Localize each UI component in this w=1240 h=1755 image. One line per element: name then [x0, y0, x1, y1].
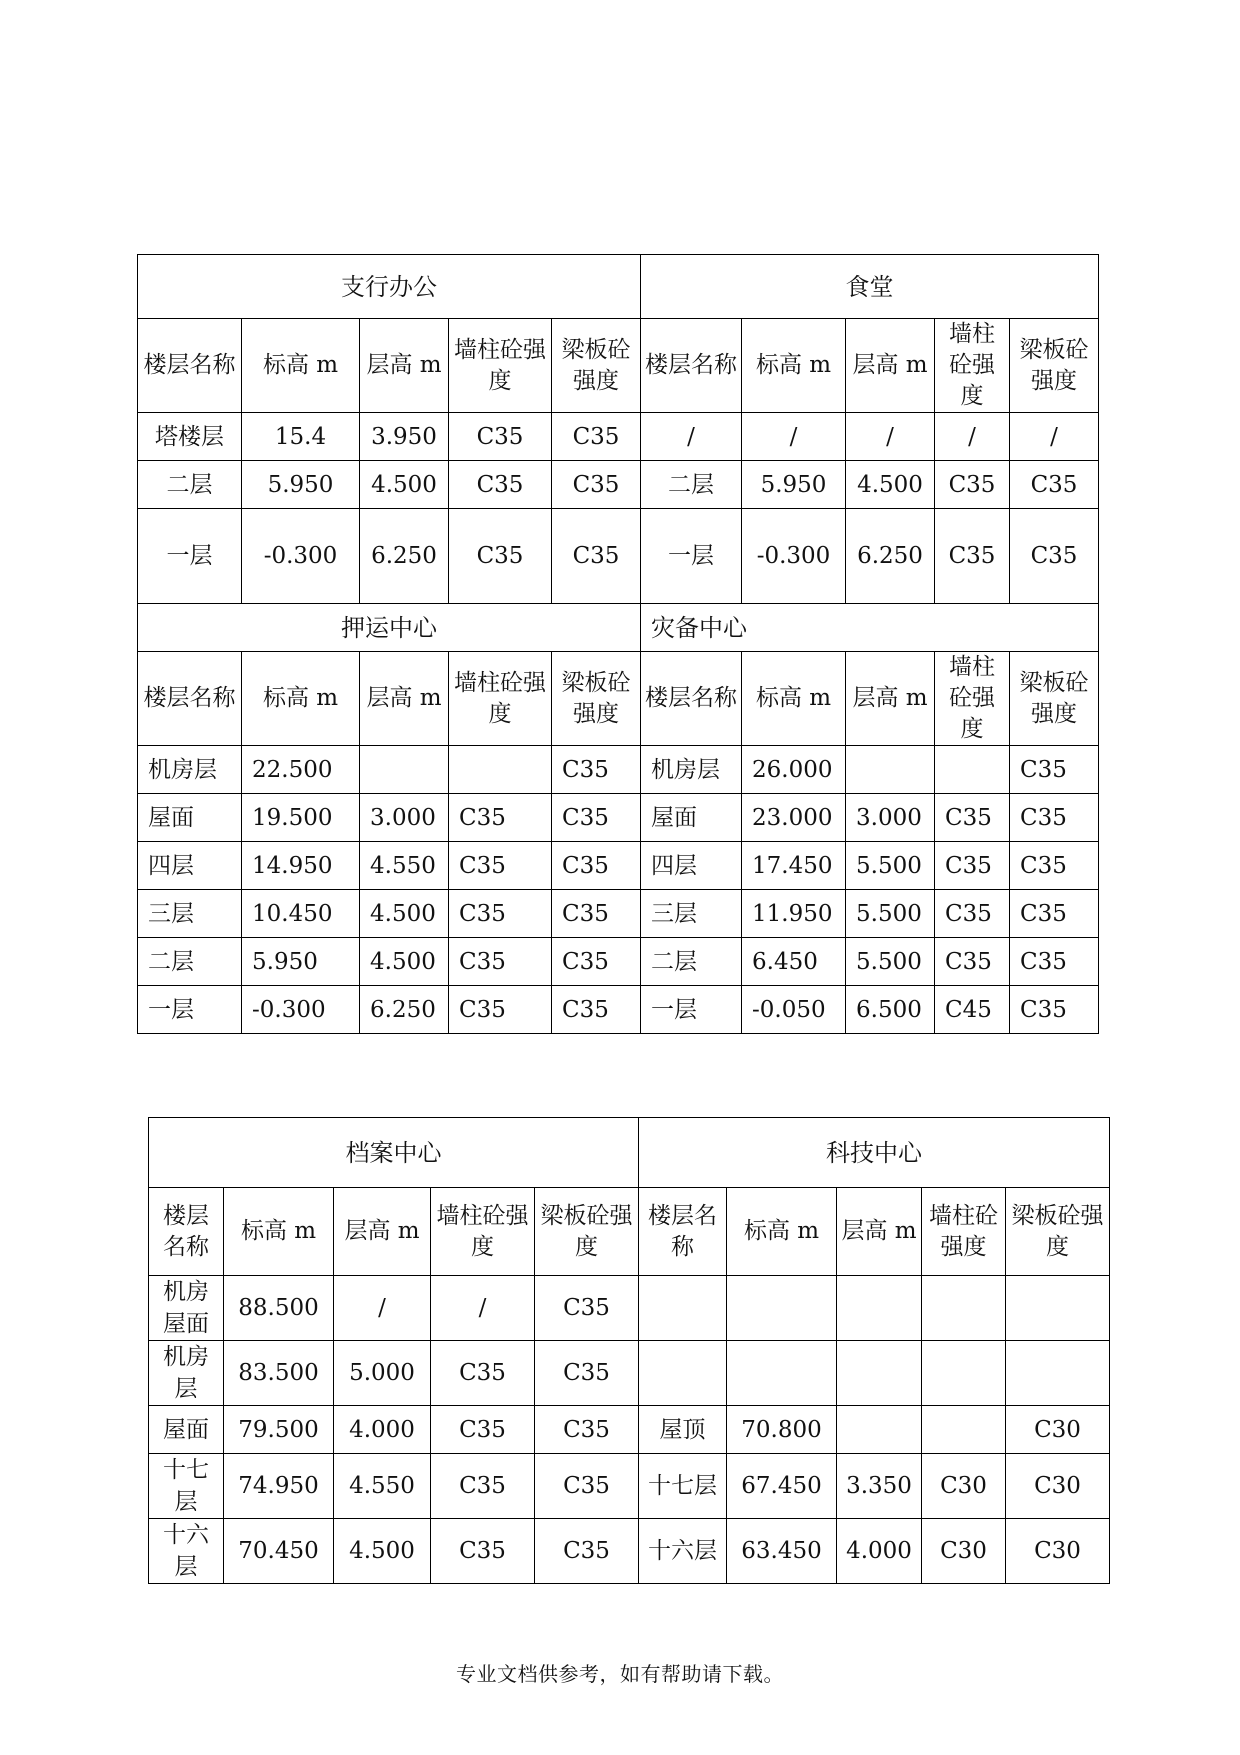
table-cell: C35	[935, 461, 1010, 509]
table-cell: 6.450	[742, 938, 846, 986]
table-cell	[846, 746, 935, 794]
table-cell: C30	[922, 1519, 1006, 1584]
table-cell: 23.000	[742, 794, 846, 842]
table-cell: 二层	[138, 461, 242, 509]
table-cell: 6.500	[846, 986, 935, 1034]
table-cell	[1006, 1276, 1110, 1341]
column-header: 楼层名称	[149, 1188, 224, 1276]
column-header: 楼层名称	[641, 652, 742, 746]
table-cell: 5.500	[846, 842, 935, 890]
table-cell: C30	[1006, 1406, 1110, 1454]
table-cell: C35	[1010, 890, 1099, 938]
table-cell: C35	[1010, 509, 1099, 604]
concrete-strength-table-top	[137, 254, 1099, 1034]
column-header: 墙柱砼强度	[431, 1188, 535, 1276]
table-row	[138, 938, 1099, 986]
table-cell: C35	[535, 1519, 639, 1584]
table-cell: 3.000	[846, 794, 935, 842]
table-cell: 一层	[138, 509, 242, 604]
table-row	[138, 413, 1099, 461]
table-cell: 塔楼层	[138, 413, 242, 461]
column-header: 墙柱砼强度	[922, 1188, 1006, 1276]
table-cell: C35	[552, 413, 641, 461]
table-cell: /	[431, 1276, 535, 1341]
table-cell	[837, 1276, 922, 1341]
column-header: 层高 m	[360, 319, 449, 413]
table-row	[138, 986, 1099, 1034]
table-cell: 十七层	[639, 1454, 727, 1519]
column-header: 标高 m	[242, 652, 360, 746]
table-cell: 83.500	[224, 1341, 334, 1406]
column-header: 梁板砼强度	[552, 319, 641, 413]
column-header: 梁板砼强度	[1010, 652, 1099, 746]
table-cell: C35	[431, 1406, 535, 1454]
table-cell: C35	[552, 509, 641, 604]
table-cell: C35	[449, 461, 552, 509]
table-cell: C35	[552, 842, 641, 890]
table-cell	[922, 1276, 1006, 1341]
table-cell: 19.500	[242, 794, 360, 842]
table-cell: 机房层	[641, 746, 742, 794]
table-cell: 5.950	[242, 938, 360, 986]
table-cell: 屋顶	[639, 1406, 727, 1454]
table-cell: 26.000	[742, 746, 846, 794]
table-cell: C35	[431, 1454, 535, 1519]
table-cell: 4.500	[360, 461, 449, 509]
table-cell: C35	[449, 986, 552, 1034]
table-cell: 3.000	[360, 794, 449, 842]
table-cell: 二层	[138, 938, 242, 986]
table-cell: 二层	[641, 938, 742, 986]
table-cell: C45	[935, 986, 1010, 1034]
table-cell: C35	[449, 413, 552, 461]
table-cell: 67.450	[727, 1454, 837, 1519]
column-header: 标高 m	[242, 319, 360, 413]
table-cell: C35	[1010, 461, 1099, 509]
table-cell: 四层	[138, 842, 242, 890]
table-cell: 4.500	[846, 461, 935, 509]
table-cell	[727, 1341, 837, 1406]
table-cell	[837, 1341, 922, 1406]
table-cell: C35	[935, 938, 1010, 986]
column-header: 梁板砼强度	[1010, 319, 1099, 413]
table-cell: 6.250	[846, 509, 935, 604]
column-header: 层高 m	[846, 652, 935, 746]
section-title: 档案中心	[149, 1118, 639, 1188]
table-cell: C35	[552, 461, 641, 509]
column-header: 梁板砼强度	[535, 1188, 639, 1276]
table-row	[149, 1406, 1110, 1454]
table-cell: 十七层	[149, 1454, 224, 1519]
table-cell: C35	[935, 890, 1010, 938]
column-header-row	[138, 319, 1099, 413]
table-cell: 5.500	[846, 938, 935, 986]
table-cell: 二层	[641, 461, 742, 509]
table-cell: 4.000	[837, 1519, 922, 1584]
table-cell	[1006, 1341, 1110, 1406]
table-cell: C35	[552, 986, 641, 1034]
column-header: 层高 m	[334, 1188, 431, 1276]
column-header: 标高 m	[224, 1188, 334, 1276]
table-cell: /	[742, 413, 846, 461]
table-cell: 屋面	[138, 794, 242, 842]
table-cell: C35	[1010, 794, 1099, 842]
table-cell: 63.450	[727, 1519, 837, 1584]
table-cell: C35	[552, 746, 641, 794]
table-cell	[639, 1341, 727, 1406]
table-cell	[935, 746, 1010, 794]
table-cell: 17.450	[742, 842, 846, 890]
column-header: 墙柱砼强度	[935, 319, 1010, 413]
table-cell: C30	[1006, 1454, 1110, 1519]
table-cell: 11.950	[742, 890, 846, 938]
column-header-row	[149, 1188, 1110, 1276]
table-row	[149, 1341, 1110, 1406]
concrete-strength-table-bottom	[148, 1117, 1110, 1584]
table-cell: 机房层	[149, 1341, 224, 1406]
table-cell: C30	[922, 1454, 1006, 1519]
section-title-row	[138, 255, 1099, 319]
table-cell: -0.050	[742, 986, 846, 1034]
table-cell: C35	[552, 938, 641, 986]
table-row	[149, 1454, 1110, 1519]
table-row	[138, 461, 1099, 509]
section-title: 食堂	[641, 255, 1099, 319]
table-cell: 4.000	[334, 1406, 431, 1454]
column-header: 楼层名称	[639, 1188, 727, 1276]
table-cell: 4.550	[360, 842, 449, 890]
table-cell: C35	[552, 794, 641, 842]
table-cell: C35	[935, 509, 1010, 604]
table-cell: 6.250	[360, 509, 449, 604]
table-cell: 一层	[641, 509, 742, 604]
table-row	[149, 1519, 1110, 1584]
table-cell: 十六层	[639, 1519, 727, 1584]
table-cell: C35	[449, 842, 552, 890]
footer-note: 专业文档供参考，如有帮助请下载。	[456, 1662, 784, 1686]
column-header: 层高 m	[837, 1188, 922, 1276]
table-cell: -0.300	[242, 986, 360, 1034]
table-cell: 屋面	[641, 794, 742, 842]
table-cell: C35	[1010, 986, 1099, 1034]
section-title-row	[138, 604, 1099, 652]
table-cell: C35	[449, 890, 552, 938]
table-cell: 6.250	[360, 986, 449, 1034]
table-cell: 4.500	[360, 890, 449, 938]
table-row	[138, 890, 1099, 938]
table-cell: C35	[1010, 842, 1099, 890]
section-title-row	[149, 1118, 1110, 1188]
column-header: 墙柱砼强度	[935, 652, 1010, 746]
table-cell: C35	[1010, 746, 1099, 794]
table-cell: 5.500	[846, 890, 935, 938]
table-cell	[922, 1341, 1006, 1406]
table-cell: 5.950	[742, 461, 846, 509]
section-title: 科技中心	[639, 1118, 1110, 1188]
table-cell: 70.800	[727, 1406, 837, 1454]
table-cell: C35	[535, 1406, 639, 1454]
table-cell: 10.450	[242, 890, 360, 938]
table-cell: 22.500	[242, 746, 360, 794]
table-cell: -0.300	[742, 509, 846, 604]
table-cell: /	[641, 413, 742, 461]
table-cell: 四层	[641, 842, 742, 890]
table-cell: -0.300	[242, 509, 360, 604]
table-cell: 4.500	[360, 938, 449, 986]
table-row	[149, 1276, 1110, 1341]
table-cell: C35	[535, 1276, 639, 1341]
column-header-row	[138, 652, 1099, 746]
column-header: 梁板砼强度	[552, 652, 641, 746]
table-cell: 88.500	[224, 1276, 334, 1341]
table-cell: /	[1010, 413, 1099, 461]
table-cell	[837, 1406, 922, 1454]
table-cell: 79.500	[224, 1406, 334, 1454]
table-cell: 机房层	[138, 746, 242, 794]
table-cell	[449, 746, 552, 794]
column-header: 梁板砼强度	[1006, 1188, 1110, 1276]
section-title: 支行办公	[138, 255, 641, 319]
table-cell: 15.4	[242, 413, 360, 461]
table-cell: 4.550	[334, 1454, 431, 1519]
table-cell: 十六层	[149, 1519, 224, 1584]
table-cell: C35	[535, 1341, 639, 1406]
table-row	[138, 509, 1099, 604]
table-cell: 三层	[138, 890, 242, 938]
table-cell: C35	[431, 1341, 535, 1406]
table-cell: 一层	[138, 986, 242, 1034]
table-cell: /	[846, 413, 935, 461]
column-header: 层高 m	[846, 319, 935, 413]
table-cell: C35	[1010, 938, 1099, 986]
table-cell: C35	[449, 938, 552, 986]
table-cell: 一层	[641, 986, 742, 1034]
table-cell: 机房屋面	[149, 1276, 224, 1341]
column-header: 楼层名称	[138, 652, 242, 746]
table-cell	[922, 1406, 1006, 1454]
table-cell: C35	[535, 1454, 639, 1519]
section-title: 押运中心	[138, 604, 641, 652]
table-cell: 70.450	[224, 1519, 334, 1584]
column-header: 标高 m	[742, 319, 846, 413]
table-row	[138, 842, 1099, 890]
table-cell	[727, 1276, 837, 1341]
table-cell: C35	[431, 1519, 535, 1584]
column-header: 楼层名称	[641, 319, 742, 413]
column-header: 墙柱砼强度	[449, 319, 552, 413]
table-cell: 4.500	[334, 1519, 431, 1584]
table-cell: C35	[935, 842, 1010, 890]
table-cell	[639, 1276, 727, 1341]
table-cell	[360, 746, 449, 794]
table-cell: 三层	[641, 890, 742, 938]
table-row	[138, 746, 1099, 794]
column-header: 墙柱砼强度	[449, 652, 552, 746]
table-cell: /	[935, 413, 1010, 461]
column-header: 楼层名称	[138, 319, 242, 413]
table-cell: 5.000	[334, 1341, 431, 1406]
table-cell: C30	[1006, 1519, 1110, 1584]
table-cell: 5.950	[242, 461, 360, 509]
table-cell: 屋面	[149, 1406, 224, 1454]
table-cell: 3.350	[837, 1454, 922, 1519]
table-row	[138, 794, 1099, 842]
table-cell: C35	[552, 890, 641, 938]
column-header: 层高 m	[360, 652, 449, 746]
table-cell: C35	[449, 794, 552, 842]
section-title: 灾备中心	[641, 604, 1099, 652]
column-header: 标高 m	[742, 652, 846, 746]
table-cell: C35	[449, 509, 552, 604]
column-header: 标高 m	[727, 1188, 837, 1276]
table-cell: 14.950	[242, 842, 360, 890]
table-cell: 3.950	[360, 413, 449, 461]
table-cell: /	[334, 1276, 431, 1341]
table-cell: C35	[935, 794, 1010, 842]
table-cell: 74.950	[224, 1454, 334, 1519]
